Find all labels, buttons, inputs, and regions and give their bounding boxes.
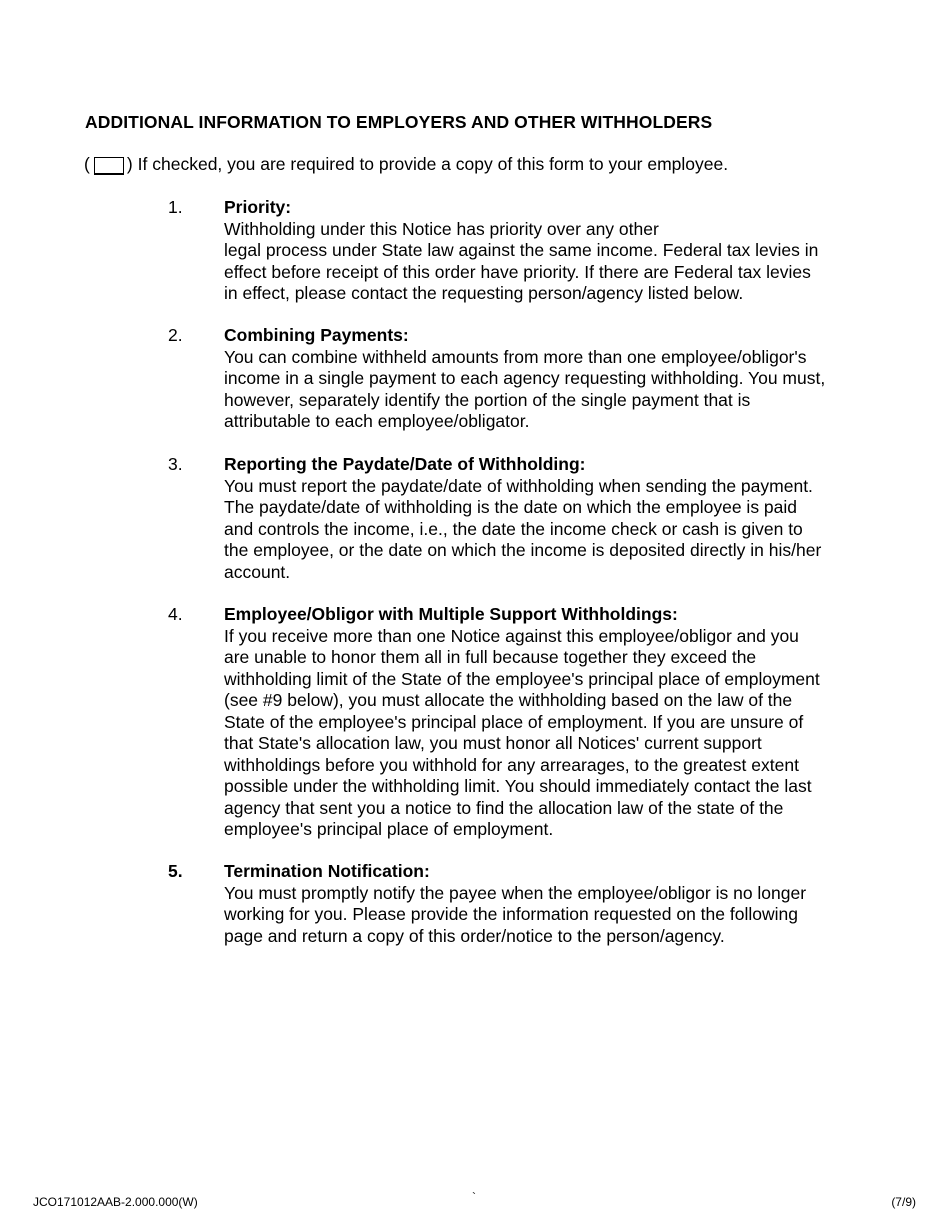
item-content [224,454,884,583]
item-number: 2. [168,325,183,345]
item-text-line: State of the employee's principal place of employment. If you are unsure of [224,711,804,732]
item-text-line: withholdings before you withhold for any arrearages, to the greatest extent [224,754,799,775]
page-heading: ADDITIONAL INFORMATION TO EMPLOYERS AND OTHER WITHHOLDERS [85,112,713,132]
item-content [224,604,884,841]
item-number: 1. [168,197,183,217]
item-content [224,325,884,433]
item-text-line: are unable to honor them all in full because together they exceed the [224,647,757,667]
item-text-line: effect before receipt of this order have priority. If there are Federal tax levies [224,261,811,282]
item-title: Employee/Obligor with Multiple Support Withholdings: [224,604,678,624]
item-title: Reporting the Paydate/Date of Withholding: [224,454,586,474]
item-text-line: You must promptly notify the payee when the employee/obligor is no longer [224,882,807,903]
item-text-line: possible under the withholding limit. You should immediately contact the last [224,776,812,796]
item-text-line: working for you. Please provide the information requested on the following [224,904,798,924]
item-text-line: You can combine withheld amounts from more than one employee/obligor's [224,346,807,367]
item-text-line: If you receive more than one Notice against this employee/obligor and you [224,625,799,646]
page-number: (7/9) [891,1195,916,1209]
item-text-line: Withholding under this Notice has priority over any other [224,218,659,239]
item-title: Combining Payments: [224,325,409,345]
item-title: Termination Notification: [224,861,430,881]
item-text-line: however, separately identify the portion of the single payment that is [224,389,751,410]
copy-to-employee-checkbox[interactable] [94,157,124,175]
item-text-line: legal process under State law against the same income. Federal tax levies in [224,240,819,260]
item-text-line: withholding limit of the State of the employee's principal place of employment [224,668,820,689]
item-text-line: that State's allocation law, you must honor all Notices' current support [224,733,762,753]
copy-to-employee-text: If checked, you are required to provide a copy of this form to your employee. [137,154,729,174]
close-paren: ) [126,154,133,174]
item-text-line: (see #9 below), you must allocate the withholding based on the law of the [224,690,793,710]
open-paren: ( [84,154,90,174]
item-text-line: page and return a copy of this order/notice to the person/agency. [224,925,725,946]
item-text-line: agency that sent you a notice to find the allocation law of the state of the [224,797,784,818]
item-title: Priority: [224,197,292,217]
item-text-line: income in a single payment to each agency requesting withholding. You must, [224,368,826,388]
item-number: 5. [168,861,183,881]
footer-mark: ` [472,1190,476,1204]
copy-to-employee-line [84,154,728,175]
item-number: 4. [168,604,183,624]
item-content [224,861,884,947]
item-text-line: You must report the paydate/date of withholding when sending the payment. [224,475,813,496]
item-text-line: The paydate/date of withholding is the date on which the employee is paid [224,497,798,517]
item-text-line: account. [224,561,291,582]
item-text-line: attributable to each employee/obligator. [224,411,530,431]
form-id: JCO171012AAB-2.000.000(W) [33,1195,198,1209]
item-number: 3. [168,454,183,474]
item-text-line: and controls the income, i.e., the date the income check or cash is given to [224,518,803,539]
item-text-line: the employee, or the date on which the income is deposited directly in his/her [224,540,822,560]
item-content [224,197,884,305]
item-text-line: employee's principal place of employment. [224,819,554,839]
item-text-line: in effect, please contact the requesting person/agency listed below. [224,283,744,303]
